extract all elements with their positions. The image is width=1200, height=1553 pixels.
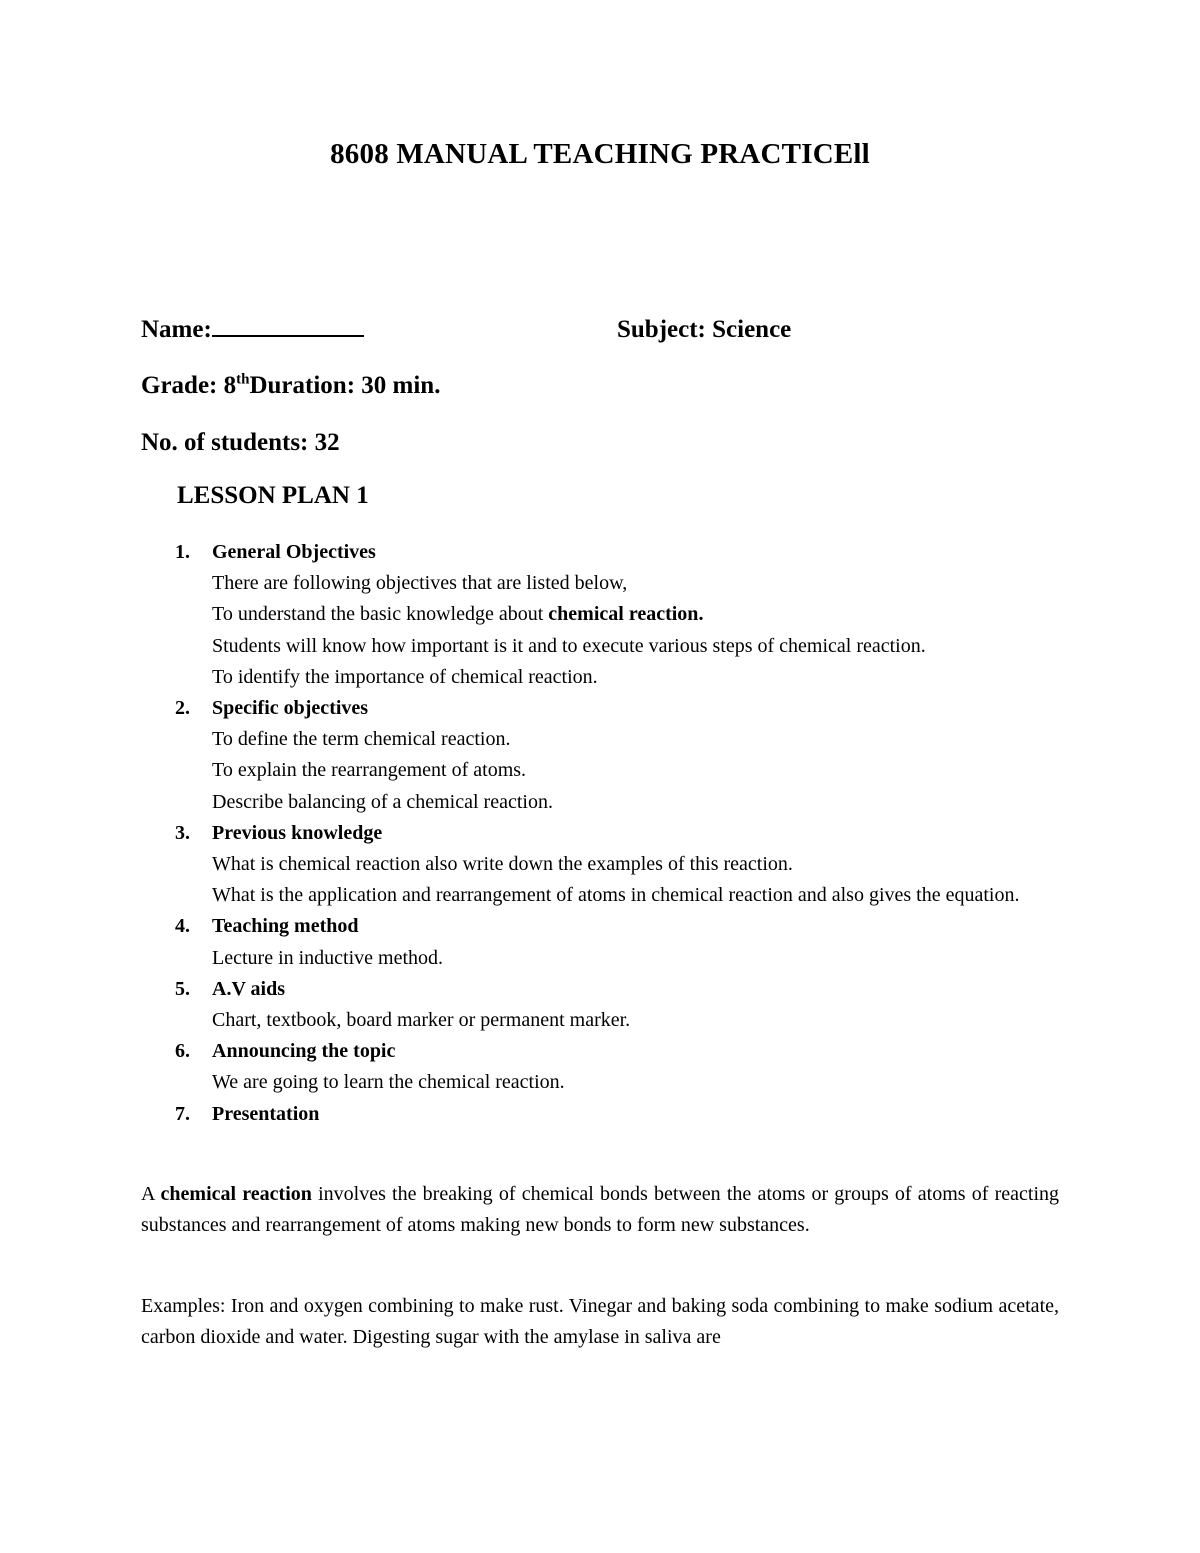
definition-paragraph: [141, 1179, 1059, 1241]
section-heading: Teaching method: [212, 915, 359, 938]
section-line: [212, 599, 1060, 630]
lesson-sections-list: [140, 537, 1060, 1130]
subject-field: Subject: Science: [617, 316, 792, 343]
section-heading: Previous knowledge: [212, 821, 383, 844]
section-announcing-topic: [140, 1036, 1060, 1098]
section-av-aids: [140, 974, 1060, 1036]
section-line: We are going to learn the chemical reaction.: [212, 1071, 565, 1094]
section-teaching-method: [140, 911, 1060, 973]
section-number: 4.: [175, 915, 190, 938]
grade-label: Grade: 8: [141, 372, 237, 399]
document-title: 8608 MANUAL TEACHING PRACTICEll: [330, 138, 870, 170]
section-line-text: To understand the basic knowledge about: [212, 603, 549, 626]
section-line: Describe balancing of a chemical reaction.: [212, 790, 553, 813]
bold-term-suffix: .: [698, 603, 704, 626]
section-specific-objectives: [140, 693, 1060, 818]
section-number: 2.: [175, 697, 190, 720]
section-heading: A.V aids: [212, 977, 285, 1000]
section-heading: Announcing the topic: [212, 1040, 396, 1063]
name-field: [141, 316, 364, 344]
section-previous-knowledge: [140, 818, 1060, 912]
name-blank-line: [212, 334, 364, 337]
lesson-heading: LESSON PLAN 1: [177, 482, 369, 509]
duration-label: Duration: 30 min.: [249, 372, 441, 399]
section-line: Lecture in inductive method.: [212, 946, 444, 969]
paragraph-text: involves the breaking of chemical bonds between the atoms or groups of atoms of reacting substances and rearrangement of atoms making new bonds to form new substances.: [141, 1183, 1060, 1237]
students-count: No. of students: 32: [141, 429, 340, 456]
section-number: 1.: [175, 541, 190, 563]
section-general-objectives: [140, 537, 1060, 693]
section-line: What is chemical reaction also write down the examples of this reaction.: [212, 853, 793, 876]
examples-paragraph: Examples: Iron and oxygen combining to make rust. Vinegar and baking soda combining to make sodium acetate, carbon dioxide and water. Digesting sugar with the amylase in saliva are: [141, 1295, 1059, 1349]
section-heading: Specific objectives: [212, 697, 369, 720]
section-number: 5.: [175, 977, 190, 1000]
section-line: To define the term chemical reaction.: [212, 728, 511, 751]
paragraph-prefix: A: [141, 1183, 161, 1205]
paragraph-bold-term: chemical reaction: [160, 1183, 312, 1205]
section-heading: Presentation: [212, 1102, 320, 1125]
section-line: To explain the rearrangement of atoms.: [212, 759, 527, 782]
section-presentation: [140, 1099, 1060, 1130]
section-number: 6.: [175, 1040, 190, 1063]
section-line: Chart, textbook, board marker or permanent marker.: [212, 1009, 631, 1032]
section-line: What is the application and rearrangement of atoms in chemical reaction and also gives the equation.: [212, 884, 1020, 907]
grade-superscript: th: [236, 371, 250, 388]
section-line: Students will know how important is it and to execute various steps of chemical reaction.: [212, 634, 926, 657]
section-number: 3.: [175, 821, 190, 844]
name-label: Name:: [141, 316, 212, 343]
bold-term: chemical reaction: [548, 603, 699, 626]
section-line: To identify the importance of chemical reaction.: [212, 665, 598, 688]
section-line: There are following objectives that are listed below,: [212, 572, 628, 595]
section-heading: General Objectives: [212, 541, 376, 563]
section-number: 7.: [175, 1102, 190, 1125]
grade-duration-line: [141, 372, 440, 400]
